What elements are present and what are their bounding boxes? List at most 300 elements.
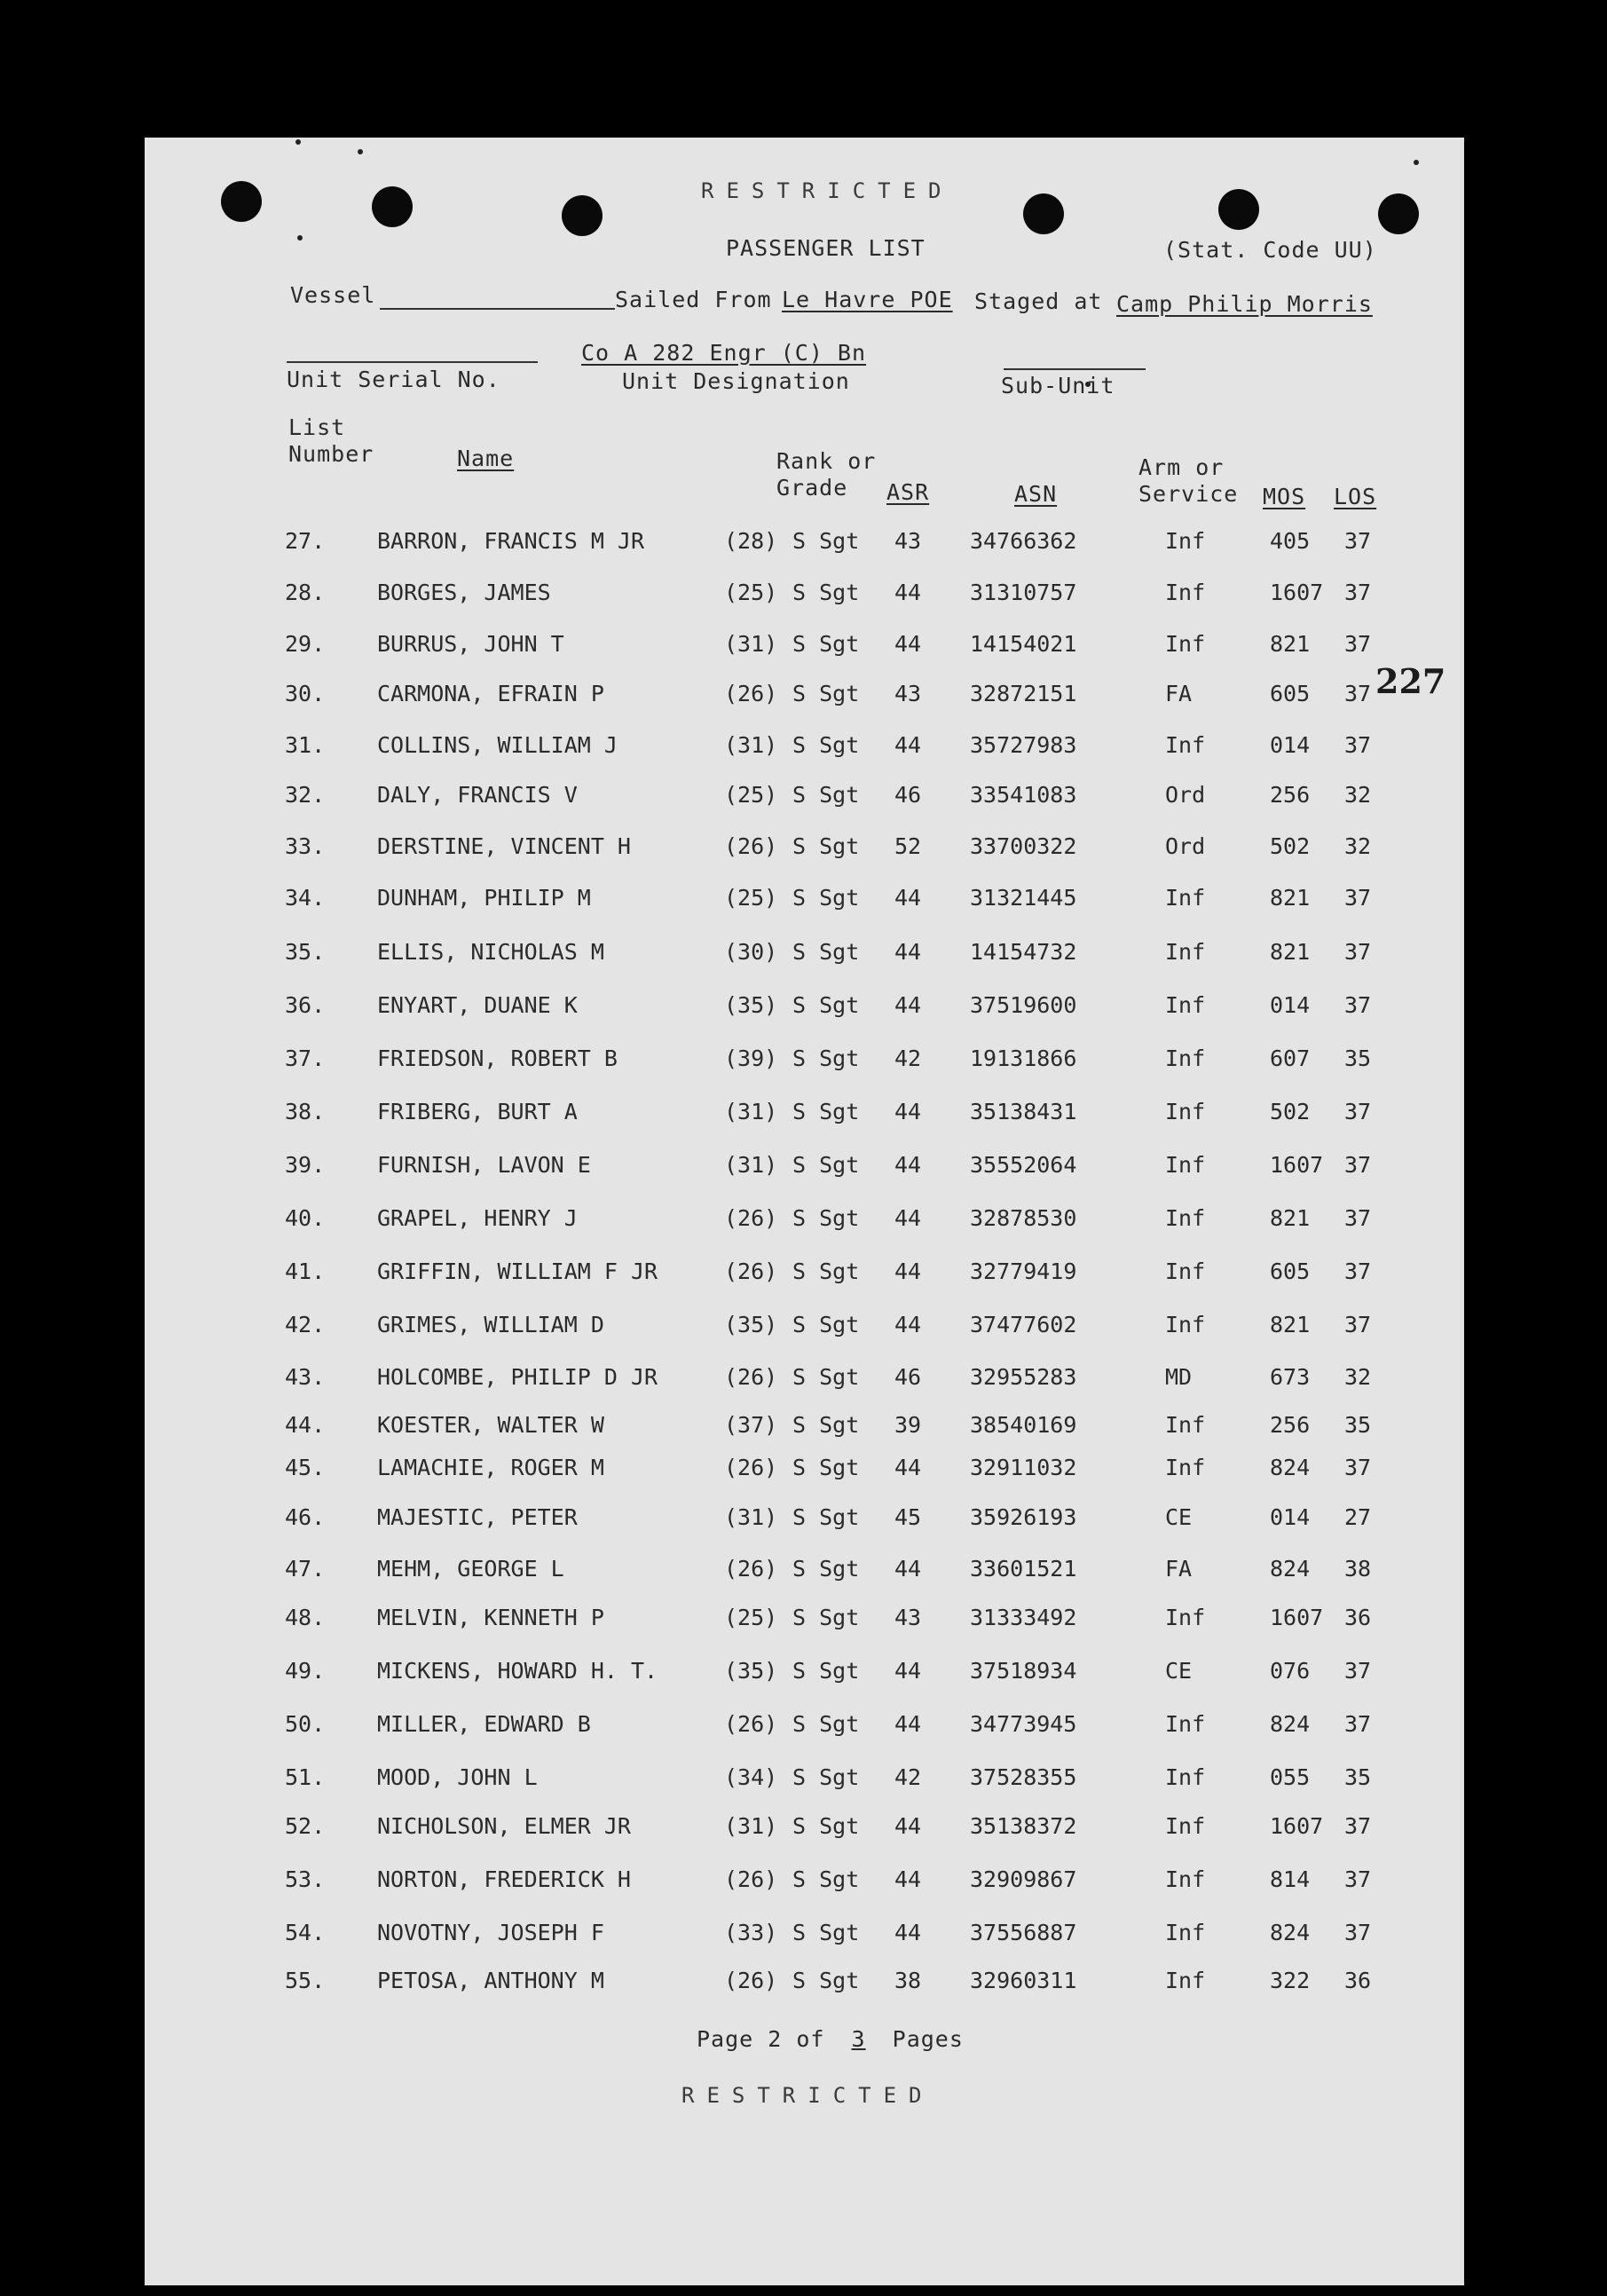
row-asn: 32872151 [970, 681, 1077, 706]
row-list-number: 28. [285, 580, 326, 605]
row-name: MILLER, EDWARD B [377, 1711, 591, 1737]
row-list-number: 44. [285, 1412, 326, 1438]
row-asr: 44 [894, 1866, 922, 1892]
row-asn: 35552064 [970, 1152, 1077, 1178]
row-los: 37 [1344, 1205, 1372, 1231]
row-rank: S Sgt [792, 1605, 860, 1630]
row-mos: 405 [1270, 528, 1311, 554]
row-asn: 37556887 [970, 1920, 1077, 1945]
sailed-from-value: Le Havre POE [782, 287, 953, 312]
unit-serial-label: Unit Serial No. [287, 367, 500, 392]
row-asr: 43 [894, 528, 922, 554]
row-asr: 44 [894, 1711, 922, 1737]
row-list-number: 55. [285, 1968, 326, 1993]
row-rank: S Sgt [792, 833, 860, 859]
row-mos: 1607 [1270, 1813, 1324, 1839]
row-asr: 45 [894, 1504, 922, 1530]
row-rank: S Sgt [792, 939, 860, 965]
row-asr: 44 [894, 992, 922, 1018]
vessel-blank [380, 308, 615, 310]
row-age: (25) [724, 885, 778, 911]
row-los: 37 [1344, 1152, 1372, 1178]
row-asr: 43 [894, 1605, 922, 1630]
row-rank: S Sgt [792, 631, 860, 657]
row-rank: S Sgt [792, 992, 860, 1018]
row-mos: 824 [1270, 1455, 1311, 1480]
row-asn: 31321445 [970, 885, 1077, 911]
staged-value: Camp Philip Morris [1116, 291, 1373, 317]
row-age: (26) [724, 833, 778, 859]
row-rank: S Sgt [792, 1711, 860, 1737]
row-asr: 44 [894, 1258, 922, 1284]
row-mos: 824 [1270, 1920, 1311, 1945]
row-name: FURNISH, LAVON E [377, 1152, 591, 1178]
row-los: 37 [1344, 1711, 1372, 1737]
row-asn: 35926193 [970, 1504, 1077, 1530]
row-mos: 1607 [1270, 1152, 1324, 1178]
row-asn: 14154021 [970, 631, 1077, 657]
row-asr: 44 [894, 631, 922, 657]
row-asn: 32960311 [970, 1968, 1077, 1993]
row-mos: 014 [1270, 992, 1311, 1018]
row-asr: 46 [894, 1364, 922, 1390]
row-list-number: 48. [285, 1605, 326, 1630]
row-asr: 44 [894, 1099, 922, 1124]
row-asr: 44 [894, 1556, 922, 1582]
speck [297, 235, 303, 241]
row-rank: S Sgt [792, 1412, 860, 1438]
row-mos: 502 [1270, 833, 1311, 859]
row-rank: S Sgt [792, 1312, 860, 1337]
document-page [145, 138, 1464, 2285]
restricted-bottom: RESTRICTED [681, 2083, 934, 2108]
row-list-number: 45. [285, 1455, 326, 1480]
row-los: 36 [1344, 1968, 1372, 1993]
row-arm: Ord [1165, 833, 1206, 859]
row-arm: Inf [1165, 1205, 1206, 1231]
row-rank: S Sgt [792, 782, 860, 808]
row-los: 37 [1344, 528, 1372, 554]
row-los: 35 [1344, 1045, 1372, 1071]
col-header-name: Name [457, 446, 515, 471]
row-asr: 44 [894, 1152, 922, 1178]
row-rank: S Sgt [792, 1920, 860, 1945]
row-asr: 43 [894, 681, 922, 706]
row-rank: S Sgt [792, 681, 860, 706]
row-arm: Inf [1165, 1605, 1206, 1630]
row-rank: S Sgt [792, 528, 860, 554]
row-age: (31) [724, 1099, 778, 1124]
row-name: PETOSA, ANTHONY M [377, 1968, 604, 1993]
sailed-from-label: Sailed From [615, 287, 772, 312]
speck [1414, 160, 1419, 165]
row-mos: 821 [1270, 939, 1311, 965]
row-name: LAMACHIE, ROGER M [377, 1455, 604, 1480]
row-los: 37 [1344, 1866, 1372, 1892]
row-arm: Inf [1165, 1045, 1206, 1071]
row-los: 37 [1344, 1658, 1372, 1684]
row-name: KOESTER, WALTER W [377, 1412, 604, 1438]
row-rank: S Sgt [792, 1764, 860, 1790]
row-name: MOOD, JOHN L [377, 1764, 538, 1790]
row-rank: S Sgt [792, 1968, 860, 1993]
row-name: BARRON, FRANCIS M JR [377, 528, 645, 554]
row-los: 35 [1344, 1764, 1372, 1790]
row-los: 37 [1344, 580, 1372, 605]
row-mos: 824 [1270, 1556, 1311, 1582]
row-age: (33) [724, 1920, 778, 1945]
row-mos: 502 [1270, 1099, 1311, 1124]
row-list-number: 33. [285, 833, 326, 859]
row-arm: Ord [1165, 782, 1206, 808]
row-list-number: 43. [285, 1364, 326, 1390]
row-arm: Inf [1165, 732, 1206, 758]
vessel-label: Vessel [290, 282, 376, 308]
unit-serial-blank [287, 361, 538, 363]
row-age: (35) [724, 992, 778, 1018]
row-age: (26) [724, 1258, 778, 1284]
row-age: (26) [724, 1455, 778, 1480]
row-asr: 52 [894, 833, 922, 859]
row-asn: 33541083 [970, 782, 1077, 808]
row-los: 37 [1344, 939, 1372, 965]
row-mos: 256 [1270, 1412, 1311, 1438]
row-mos: 322 [1270, 1968, 1311, 1993]
row-asn: 37528355 [970, 1764, 1077, 1790]
row-asn: 37518934 [970, 1658, 1077, 1684]
row-age: (26) [724, 1364, 778, 1390]
speck [358, 149, 363, 154]
row-age: (30) [724, 939, 778, 965]
row-list-number: 39. [285, 1152, 326, 1178]
row-los: 37 [1344, 1813, 1372, 1839]
row-list-number: 41. [285, 1258, 326, 1284]
row-los: 37 [1344, 1455, 1372, 1480]
row-arm: Inf [1165, 528, 1206, 554]
row-arm: Inf [1165, 580, 1206, 605]
row-name: ENYART, DUANE K [377, 992, 578, 1018]
restricted-top: RESTRICTED [701, 178, 954, 203]
row-asr: 44 [894, 1920, 922, 1945]
row-mos: 607 [1270, 1045, 1311, 1071]
row-arm: Inf [1165, 1813, 1206, 1839]
row-mos: 814 [1270, 1866, 1311, 1892]
row-rank: S Sgt [792, 1658, 860, 1684]
row-los: 37 [1344, 631, 1372, 657]
row-age: (34) [724, 1764, 778, 1790]
row-list-number: 47. [285, 1556, 326, 1582]
row-arm: Inf [1165, 992, 1206, 1018]
row-asn: 35138431 [970, 1099, 1077, 1124]
row-list-number: 40. [285, 1205, 326, 1231]
row-arm: Inf [1165, 1711, 1206, 1737]
row-name: ELLIS, NICHOLAS M [377, 939, 604, 965]
row-age: (26) [724, 1968, 778, 1993]
row-mos: 605 [1270, 1258, 1311, 1284]
row-name: MAJESTIC, PETER [377, 1504, 578, 1530]
row-los: 37 [1344, 1312, 1372, 1337]
row-arm: Inf [1165, 631, 1206, 657]
row-arm: Inf [1165, 1968, 1206, 1993]
row-asn: 31310757 [970, 580, 1077, 605]
row-name: NICHOLSON, ELMER JR [377, 1813, 631, 1839]
row-los: 32 [1344, 782, 1372, 808]
speck [295, 139, 301, 145]
row-arm: Inf [1165, 885, 1206, 911]
row-list-number: 32. [285, 782, 326, 808]
staged-label: Staged at [974, 288, 1103, 314]
row-arm: Inf [1165, 1099, 1206, 1124]
row-age: (31) [724, 1152, 778, 1178]
row-name: MEHM, GEORGE L [377, 1556, 564, 1582]
row-name: COLLINS, WILLIAM J [377, 732, 618, 758]
row-asr: 44 [894, 580, 922, 605]
row-rank: S Sgt [792, 1364, 860, 1390]
row-los: 32 [1344, 833, 1372, 859]
col-header-mos: MOS [1263, 484, 1306, 509]
row-mos: 673 [1270, 1364, 1311, 1390]
subunit-label: Sub-Unit [1001, 373, 1115, 398]
row-arm: FA [1165, 681, 1193, 706]
row-age: (31) [724, 732, 778, 758]
punch-hole [221, 181, 262, 222]
row-name: DALY, FRANCIS V [377, 782, 578, 808]
row-name: GRIFFIN, WILLIAM F JR [377, 1258, 658, 1284]
row-asn: 19131866 [970, 1045, 1077, 1071]
row-asr: 42 [894, 1045, 922, 1071]
row-rank: S Sgt [792, 1866, 860, 1892]
row-name: CARMONA, EFRAIN P [377, 681, 604, 706]
row-name: HOLCOMBE, PHILIP D JR [377, 1364, 658, 1390]
row-name: FRIBERG, BURT A [377, 1099, 578, 1124]
row-arm: Inf [1165, 1764, 1206, 1790]
row-los: 36 [1344, 1605, 1372, 1630]
row-asn: 37477602 [970, 1312, 1077, 1337]
row-arm: Inf [1165, 1312, 1206, 1337]
row-list-number: 29. [285, 631, 326, 657]
document-title: PASSENGER LIST [726, 235, 926, 261]
row-asr: 44 [894, 1813, 922, 1839]
row-arm: Inf [1165, 1455, 1206, 1480]
row-age: (25) [724, 782, 778, 808]
punch-hole [372, 186, 413, 227]
row-list-number: 27. [285, 528, 326, 554]
row-asn: 32909867 [970, 1866, 1077, 1892]
row-arm: Inf [1165, 1412, 1206, 1438]
col-header-rank: Rank or Grade [776, 448, 877, 501]
subunit-blank [1004, 368, 1146, 370]
row-asr: 44 [894, 885, 922, 911]
row-asn: 35727983 [970, 732, 1077, 758]
row-los: 32 [1344, 1364, 1372, 1390]
punch-hole [562, 195, 603, 236]
row-arm: Inf [1165, 1258, 1206, 1284]
row-name: NOVOTNY, JOSEPH F [377, 1920, 604, 1945]
row-mos: 014 [1270, 732, 1311, 758]
row-asn: 34766362 [970, 528, 1077, 554]
row-arm: CE [1165, 1658, 1193, 1684]
punch-hole [1023, 193, 1064, 234]
row-list-number: 46. [285, 1504, 326, 1530]
col-header-list-number [288, 414, 374, 468]
row-age: (35) [724, 1312, 778, 1337]
row-mos: 1607 [1270, 1605, 1324, 1630]
row-name: MELVIN, KENNETH P [377, 1605, 604, 1630]
row-mos: 821 [1270, 1205, 1311, 1231]
row-mos: 605 [1270, 681, 1311, 706]
row-los: 37 [1344, 681, 1372, 706]
row-list-number: 38. [285, 1099, 326, 1124]
page-indicator [697, 2026, 964, 2052]
row-age: (26) [724, 1866, 778, 1892]
row-mos: 014 [1270, 1504, 1311, 1530]
row-mos: 1607 [1270, 580, 1324, 605]
row-list-number: 36. [285, 992, 326, 1018]
row-mos: 821 [1270, 1312, 1311, 1337]
row-asn: 32955283 [970, 1364, 1077, 1390]
row-asn: 32911032 [970, 1455, 1077, 1480]
page-stamp-number: 227 [1375, 661, 1446, 701]
row-age: (25) [724, 580, 778, 605]
row-asn: 37519600 [970, 992, 1077, 1018]
row-mos: 821 [1270, 631, 1311, 657]
row-mos: 821 [1270, 885, 1311, 911]
row-list-number: 35. [285, 939, 326, 965]
col-header-list-number-text: List Number [288, 414, 374, 467]
row-los: 37 [1344, 1258, 1372, 1284]
row-list-number: 30. [285, 681, 326, 706]
row-name: DUNHAM, PHILIP M [377, 885, 591, 911]
row-mos: 824 [1270, 1711, 1311, 1737]
row-asr: 44 [894, 732, 922, 758]
row-los: 27 [1344, 1504, 1372, 1530]
row-name: NORTON, FREDERICK H [377, 1866, 631, 1892]
row-name: GRAPEL, HENRY J [377, 1205, 578, 1231]
row-asn: 34773945 [970, 1711, 1077, 1737]
row-asr: 44 [894, 1455, 922, 1480]
row-asr: 44 [894, 1312, 922, 1337]
row-name: MICKENS, HOWARD H. T. [377, 1658, 658, 1684]
row-asn: 14154732 [970, 939, 1077, 965]
row-name: BURRUS, JOHN T [377, 631, 564, 657]
row-age: (31) [724, 631, 778, 657]
row-arm: FA [1165, 1556, 1193, 1582]
col-header-asn: ASN [1014, 481, 1058, 507]
row-age: (39) [724, 1045, 778, 1071]
row-asn: 38540169 [970, 1412, 1077, 1438]
row-list-number: 49. [285, 1658, 326, 1684]
unit-designation-value: Co A 282 Engr (C) Bn [581, 340, 867, 366]
row-list-number: 37. [285, 1045, 326, 1071]
row-mos: 076 [1270, 1658, 1311, 1684]
row-mos: 055 [1270, 1764, 1311, 1790]
row-asn: 32878530 [970, 1205, 1077, 1231]
row-age: (31) [724, 1813, 778, 1839]
row-name: DERSTINE, VINCENT H [377, 833, 631, 859]
row-arm: CE [1165, 1504, 1193, 1530]
row-rank: S Sgt [792, 1258, 860, 1284]
row-asn: 33601521 [970, 1556, 1077, 1582]
row-rank: S Sgt [792, 1152, 860, 1178]
row-name: BORGES, JAMES [377, 580, 551, 605]
punch-hole [1218, 189, 1259, 230]
page-label: Page 2 of [697, 2026, 825, 2052]
row-name: GRIMES, WILLIAM D [377, 1312, 604, 1337]
row-asn: 35138372 [970, 1813, 1077, 1839]
row-los: 37 [1344, 1099, 1372, 1124]
row-list-number: 42. [285, 1312, 326, 1337]
row-asn: 32779419 [970, 1258, 1077, 1284]
row-list-number: 31. [285, 732, 326, 758]
row-rank: S Sgt [792, 1813, 860, 1839]
row-arm: Inf [1165, 1920, 1206, 1945]
row-asn: 31333492 [970, 1605, 1077, 1630]
row-rank: S Sgt [792, 1504, 860, 1530]
row-asr: 44 [894, 1658, 922, 1684]
row-arm: MD [1165, 1364, 1193, 1390]
row-mos: 256 [1270, 782, 1311, 808]
row-age: (26) [724, 1556, 778, 1582]
pages-word: Pages [892, 2026, 964, 2052]
punch-hole [1378, 193, 1419, 234]
col-header-arm: Arm or Service [1138, 454, 1239, 507]
row-age: (31) [724, 1504, 778, 1530]
row-arm: Inf [1165, 1152, 1206, 1178]
row-age: (28) [724, 528, 778, 554]
row-list-number: 53. [285, 1866, 326, 1892]
row-rank: S Sgt [792, 1205, 860, 1231]
row-age: (26) [724, 1711, 778, 1737]
row-age: (26) [724, 681, 778, 706]
row-list-number: 34. [285, 885, 326, 911]
unit-designation-label: Unit Designation [622, 368, 850, 394]
row-list-number: 52. [285, 1813, 326, 1839]
col-header-los: LOS [1334, 484, 1377, 509]
row-asr: 38 [894, 1968, 922, 1993]
row-name: FRIEDSON, ROBERT B [377, 1045, 618, 1071]
row-asr: 39 [894, 1412, 922, 1438]
row-list-number: 51. [285, 1764, 326, 1790]
col-header-asr: ASR [886, 479, 930, 505]
row-los: 37 [1344, 992, 1372, 1018]
row-asr: 42 [894, 1764, 922, 1790]
row-los: 37 [1344, 885, 1372, 911]
row-rank: S Sgt [792, 1045, 860, 1071]
row-rank: S Sgt [792, 732, 860, 758]
row-rank: S Sgt [792, 1556, 860, 1582]
row-los: 37 [1344, 732, 1372, 758]
row-rank: S Sgt [792, 1455, 860, 1480]
row-asr: 44 [894, 1205, 922, 1231]
row-asn: 33700322 [970, 833, 1077, 859]
row-list-number: 54. [285, 1920, 326, 1945]
page-total: 3 [851, 2026, 866, 2052]
row-age: (35) [724, 1658, 778, 1684]
row-asr: 44 [894, 939, 922, 965]
row-age: (25) [724, 1605, 778, 1630]
row-rank: S Sgt [792, 1099, 860, 1124]
row-rank: S Sgt [792, 580, 860, 605]
row-arm: Inf [1165, 939, 1206, 965]
row-rank: S Sgt [792, 885, 860, 911]
row-age: (37) [724, 1412, 778, 1438]
row-asr: 46 [894, 782, 922, 808]
row-arm: Inf [1165, 1866, 1206, 1892]
row-list-number: 50. [285, 1711, 326, 1737]
row-los: 37 [1344, 1920, 1372, 1945]
row-age: (26) [724, 1205, 778, 1231]
row-los: 35 [1344, 1412, 1372, 1438]
